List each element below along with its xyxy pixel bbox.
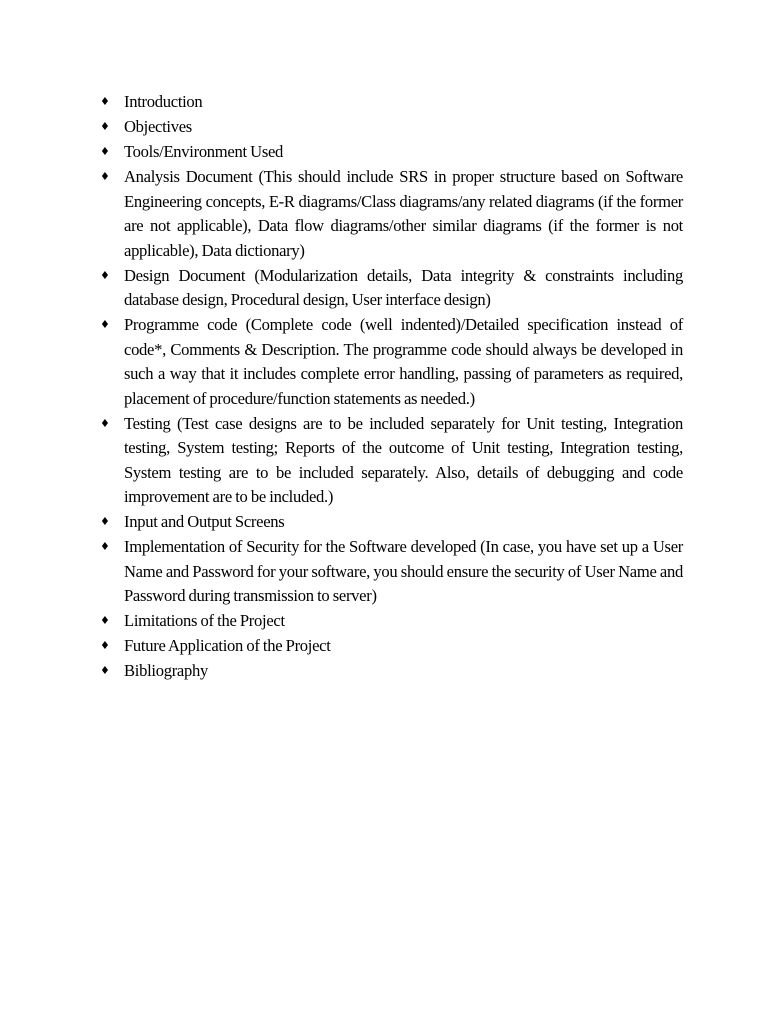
list-item [98,609,683,634]
diamond-bullet-icon: ♦ [100,120,110,133]
list-item-text: Implementation of Security for the Software developed (In case, you have set up a User Name and Password for your software, you should ensure the security of User Name and Password during transmission to server) [124,537,683,605]
list-item-text: Input and Output Screens [124,512,285,531]
list-item-text: Testing (Test case designs are to be included separately for Unit testing, Integration testing, System testing; Reports of the outcome of Unit testing, Integration testing, System testing are to be included separately. Also, details of debugging and code improvement are to be included.) [124,413,683,506]
list-item [98,140,683,165]
contents-bullet-list [98,90,683,684]
diamond-bullet-icon: ♦ [100,664,110,677]
diamond-bullet-icon: ♦ [100,170,110,183]
list-item [98,412,683,510]
list-item [98,535,683,609]
list-item [98,90,683,115]
diamond-bullet-icon: ♦ [100,540,110,553]
diamond-bullet-icon: ♦ [100,416,110,430]
list-item-text: Objectives [124,117,192,136]
list-item-text: Design Document (Modularization details, Data integrity & constraints including database design, Procedural design, User interface design) [124,265,683,309]
list-item [98,510,683,535]
diamond-bullet-icon: ♦ [100,318,110,331]
diamond-bullet-icon: ♦ [100,95,110,108]
list-item-text: Bibliography [124,661,208,680]
diamond-bullet-icon: ♦ [100,515,110,528]
list-item [98,313,683,411]
list-item-text: Tools/Environment Used [124,142,284,161]
list-item-text: Introduction [124,92,203,111]
diamond-bullet-icon: ♦ [100,268,110,282]
list-item [98,264,683,313]
list-item [98,634,683,659]
list-item [98,659,683,684]
list-item [98,115,683,140]
list-item [98,165,683,263]
list-item-text: Programme code (Complete code (well indented)/Detailed specification instead of code*, Comments & Description. The programme code should always be developed in such a way that it includes complete error handling, passing of parameters as required, placement of procedure/function statements as needed.) [124,315,683,408]
list-item-text: Future Application of the Project [124,636,331,655]
diamond-bullet-icon: ♦ [100,639,110,652]
diamond-bullet-icon: ♦ [100,145,110,158]
diamond-bullet-icon: ♦ [100,614,110,627]
list-item-text: Analysis Document (This should include SRS in proper structure based on Software Engineering concepts, E-R diagrams/Class diagrams/any related diagrams (if the former are not applicable), Data flow diagrams/other similar diagrams (if the former is not applicable), Data dictionary) [124,167,683,260]
list-item-text: Limitations of the Project [124,611,285,630]
